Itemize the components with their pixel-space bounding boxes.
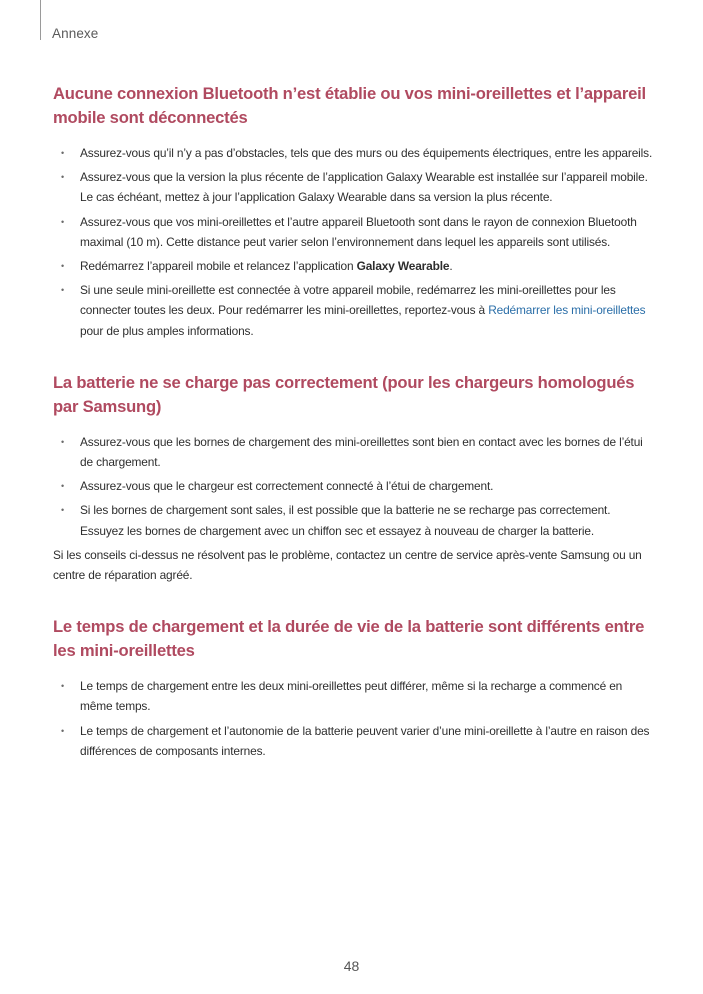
section-title: La batterie ne se charge pas correctement (pour les chargeurs homologués par Samsung)	[53, 372, 635, 416]
list-item	[53, 432, 653, 472]
list-item	[53, 256, 653, 276]
page-number: 48	[343, 958, 360, 974]
list-item	[53, 143, 653, 163]
page-content	[53, 82, 653, 761]
bullet-text-pre: Redémarrez l’appareil mobile et relancez l’application	[80, 259, 357, 274]
bullet-icon: •	[61, 681, 65, 692]
bullet-text: Assurez-vous que la version la plus récente de l’application Galaxy Wearable est installée sur l’appareil mobile. Le cas échéant, mettez à jour l’application Galaxy Wearable dans sa version la plus récente.	[80, 170, 648, 205]
bullet-text: Assurez-vous que les bornes de chargement des mini-oreillettes sont bien en contact avec les bornes de l’étui de chargement.	[80, 434, 643, 470]
section-bluetooth-connection	[53, 82, 653, 341]
bullet-icon: •	[61, 505, 65, 516]
bullet-icon: •	[61, 148, 65, 158]
restart-earbuds-link[interactable]: Redémarrer les mini-oreillettes	[488, 303, 646, 318]
bullet-text-post: pour de plus amples informations.	[80, 323, 254, 338]
bullet-icon: •	[61, 216, 65, 227]
bullet-text: Assurez-vous que le chargeur est correctement connecté à l’étui de chargement.	[80, 479, 494, 494]
bullet-text: Le temps de chargement et l’autonomie de la batterie peuvent varier d’une mini-oreillette à l’autre en raison des différences de composants internes.	[80, 723, 650, 758]
bullet-icon: •	[61, 436, 65, 447]
section-title: Le temps de chargement et la durée de vie de la batterie sont différents entre les mini-oreillettes	[53, 617, 645, 661]
bullet-icon: •	[61, 725, 65, 736]
bullet-list	[53, 143, 653, 341]
bullet-text-pre: Si une seule mini-oreillette est connectée à votre appareil mobile, redémarrez les mini-oreillettes pour les connecter toutes les deux. Pour redémarrer les mini-oreillettes, reportez-vous à	[80, 283, 616, 318]
list-item	[53, 280, 653, 341]
section-title: Aucune connexion Bluetooth n’est établie ou vos mini-oreillettes et l’appareil mobile sont déconnectés	[53, 84, 646, 127]
bullet-list	[53, 432, 653, 541]
section-charging-time-difference	[53, 615, 653, 761]
section-label: Annexe	[52, 26, 99, 41]
bullet-icon: •	[61, 285, 65, 296]
bullet-icon: •	[61, 481, 65, 492]
list-item	[53, 500, 653, 540]
bullet-text-post: .	[449, 259, 453, 274]
list-item	[53, 167, 653, 207]
bullet-text: Si les bornes de chargement sont sales, il est possible que la batterie ne se recharge pas correctement. Essuyez les bornes de chargement avec un chiffon sec et essayez à nouveau de charger la batterie.	[80, 503, 611, 538]
margin-rule	[40, 0, 41, 40]
bullet-list	[53, 676, 653, 761]
section-battery-charging	[53, 371, 653, 585]
body-paragraph: Si les conseils ci-dessus ne résolvent pas le problème, contactez un centre de service après-vente Samsung ou un centre de réparation agréé.	[53, 547, 642, 583]
bullet-text: Assurez-vous qu’il n’y a pas d’obstacles, tels que des murs ou des équipements électriques, entre les appareils.	[80, 146, 653, 160]
bullet-icon: •	[61, 172, 65, 183]
list-item	[53, 476, 653, 496]
bullet-text: Assurez-vous que vos mini-oreillettes et l’autre appareil Bluetooth sont dans le rayon de connexion Bluetooth maximal (10 m). Cette distance peut varier selon l’environnement dans lequel les appareils sont utilisés.	[80, 214, 637, 249]
bullet-icon: •	[61, 261, 65, 272]
list-item	[53, 676, 653, 716]
bullet-text: Le temps de chargement entre les deux mini-oreillettes peut différer, même si la recharge a commencé en même temps.	[80, 679, 623, 714]
list-item	[53, 721, 653, 761]
app-name-emphasis: Galaxy Wearable	[356, 259, 450, 274]
list-item	[53, 212, 653, 252]
